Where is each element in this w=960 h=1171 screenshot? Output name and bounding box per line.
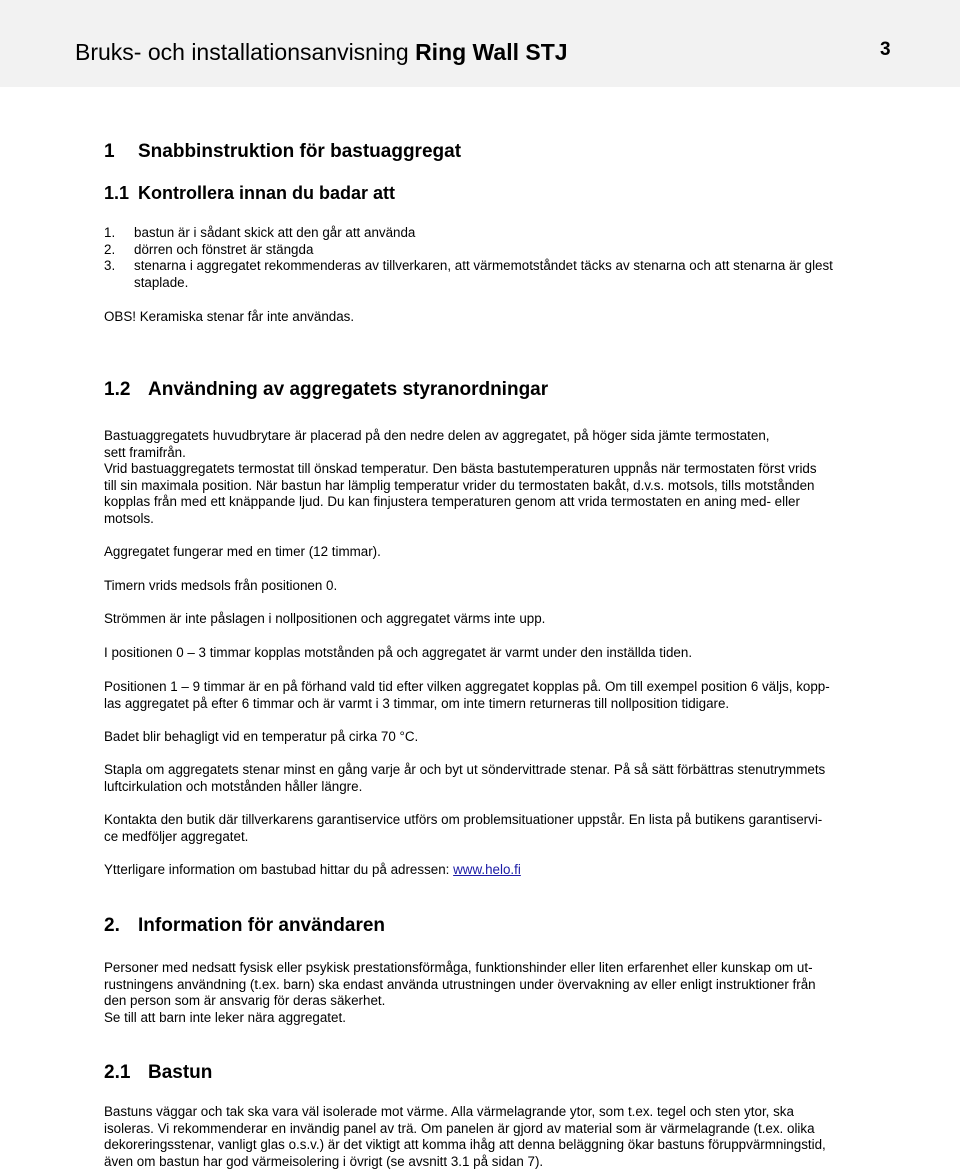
document-title-product: Ring Wall STJ bbox=[415, 39, 568, 65]
section-1-number: 1 bbox=[104, 141, 115, 162]
paragraph: Timern vrids medsols från positionen 0. bbox=[104, 578, 338, 593]
paragraph: Kontakta den butik där tillverkarens garantiservice utförs om problemsituationer uppstår. En lista på butikens garantiservi- ce medföljer aggregatet. bbox=[104, 812, 823, 844]
paragraph: Bastuaggregatets huvudbrytare är placerad på den nedre delen av aggregatet, på höger sida jämte termostaten, sett framifrån. bbox=[104, 428, 770, 460]
paragraph: Personer med nedsatt fysisk eller psykisk prestationsförmåga, funktionshinder eller liten erfarenhet eller kunskap om ut- rustningens användning (t.ex. barn) ska endast använda utrustningen under övervakning av eller enligt instruktioner från den person som är ansvarig för deras säkerhet. Se till att barn inte leker nära aggregatet. bbox=[104, 960, 816, 1025]
section-1-1-number: 1.1 bbox=[104, 183, 130, 203]
section-2-1-title: Bastun bbox=[148, 1062, 213, 1083]
section-1-heading bbox=[104, 140, 461, 164]
section-1-1-title: Kontrollera innan du badar att bbox=[138, 183, 396, 203]
section-2-number: 2. bbox=[104, 915, 120, 936]
helo-website-link[interactable]: www.helo.fi bbox=[453, 862, 521, 877]
paragraph: Badet blir behagligt vid en temperatur på cirka 70 °C. bbox=[104, 729, 419, 744]
document-title-regular: Bruks- och installationsanvisning bbox=[75, 39, 416, 65]
checklist bbox=[104, 225, 904, 291]
section-1-1-heading bbox=[104, 181, 395, 205]
list-item: 2. dörren och fönstret är stängda bbox=[104, 241, 314, 257]
paragraph: Aggregatet fungerar med en timer (12 timmar). bbox=[104, 544, 381, 559]
section-1-title: Snabbinstruktion för bastuaggregat bbox=[138, 141, 462, 162]
paragraph: Vrid bastuaggregatets termostat till önskad temperatur. Den bästa bastutemperaturen uppnås när termostaten först vrids till sin maximala position. När bastun har lämplig temperatur vrider du termostaten bakåt, d.v.s. motsols, tills motstånden kopplas från med ett knäppande ljud. Du kan finjustera temperaturen genom att vrida termostaten en aning med- eller motsols. bbox=[104, 461, 817, 526]
section-1-2-number: 1.2 bbox=[104, 379, 131, 400]
paragraph: I positionen 0 – 3 timmar kopplas motstånden på och aggregatet är varmt under den inställda tiden. bbox=[104, 645, 693, 660]
paragraph: Ytterligare information om bastubad hittar du på adressen: www.helo.fi bbox=[104, 862, 521, 877]
section-2-title: Information för användaren bbox=[138, 915, 386, 936]
section-1-2-heading bbox=[104, 378, 548, 402]
paragraph: Positionen 1 – 9 timmar är en på förhand vald tid efter vilken aggregatet kopplas på. Om till exempel position 6 väljs, kopp- las aggregatet på efter 6 timmar och är varmt i 3 timmar, om inte timern returneras till nollposition tidigare. bbox=[104, 679, 830, 711]
list-item: 3. stenarna i aggregatet rekommenderas av tillverkaren, att värmemotståndet täcks av stenarna och att stenarna är glest staplade. bbox=[104, 258, 833, 290]
document-title bbox=[75, 39, 568, 65]
paragraph: Strömmen är inte påslagen i nollpositionen och aggregatet värms inte upp. bbox=[104, 611, 546, 626]
section-2-heading bbox=[104, 914, 385, 938]
section-1-2-title: Användning av aggregatets styranordningar bbox=[148, 379, 549, 400]
page-number: 3 bbox=[880, 39, 891, 60]
ceramic-stones-warning: OBS! Keramiska stenar får inte användas. bbox=[104, 309, 355, 324]
section-2-1-heading bbox=[104, 1061, 212, 1085]
paragraph: Bastuns väggar och tak ska vara väl isolerade mot värme. Alla värmelagrande ytor, som t.ex. tegel och sten ytor, ska isoleras. Vi rekommenderar en invändig panel av trä. Om panelen är gjord av material som är värmelagrande (t.ex. olika dekoreringsstenar, vanligt glas o.s.v.) är det viktigt att komma ihåg att denna beläggning ökar bastuns föruppvärmningstid, även om bastun har god värmeisolering i övrigt (se avsnitt 3.1 på sidan 7). bbox=[104, 1104, 826, 1169]
list-item: 1. bastun är i sådant skick att den går att använda bbox=[104, 225, 416, 240]
section-2-1-number: 2.1 bbox=[104, 1062, 131, 1083]
paragraph: Stapla om aggregatets stenar minst en gång varje år och byt ut söndervittrade stenar. På så sätt förbättras stenutrymmets luftcirkulation och motstånden håller längre. bbox=[104, 762, 826, 794]
